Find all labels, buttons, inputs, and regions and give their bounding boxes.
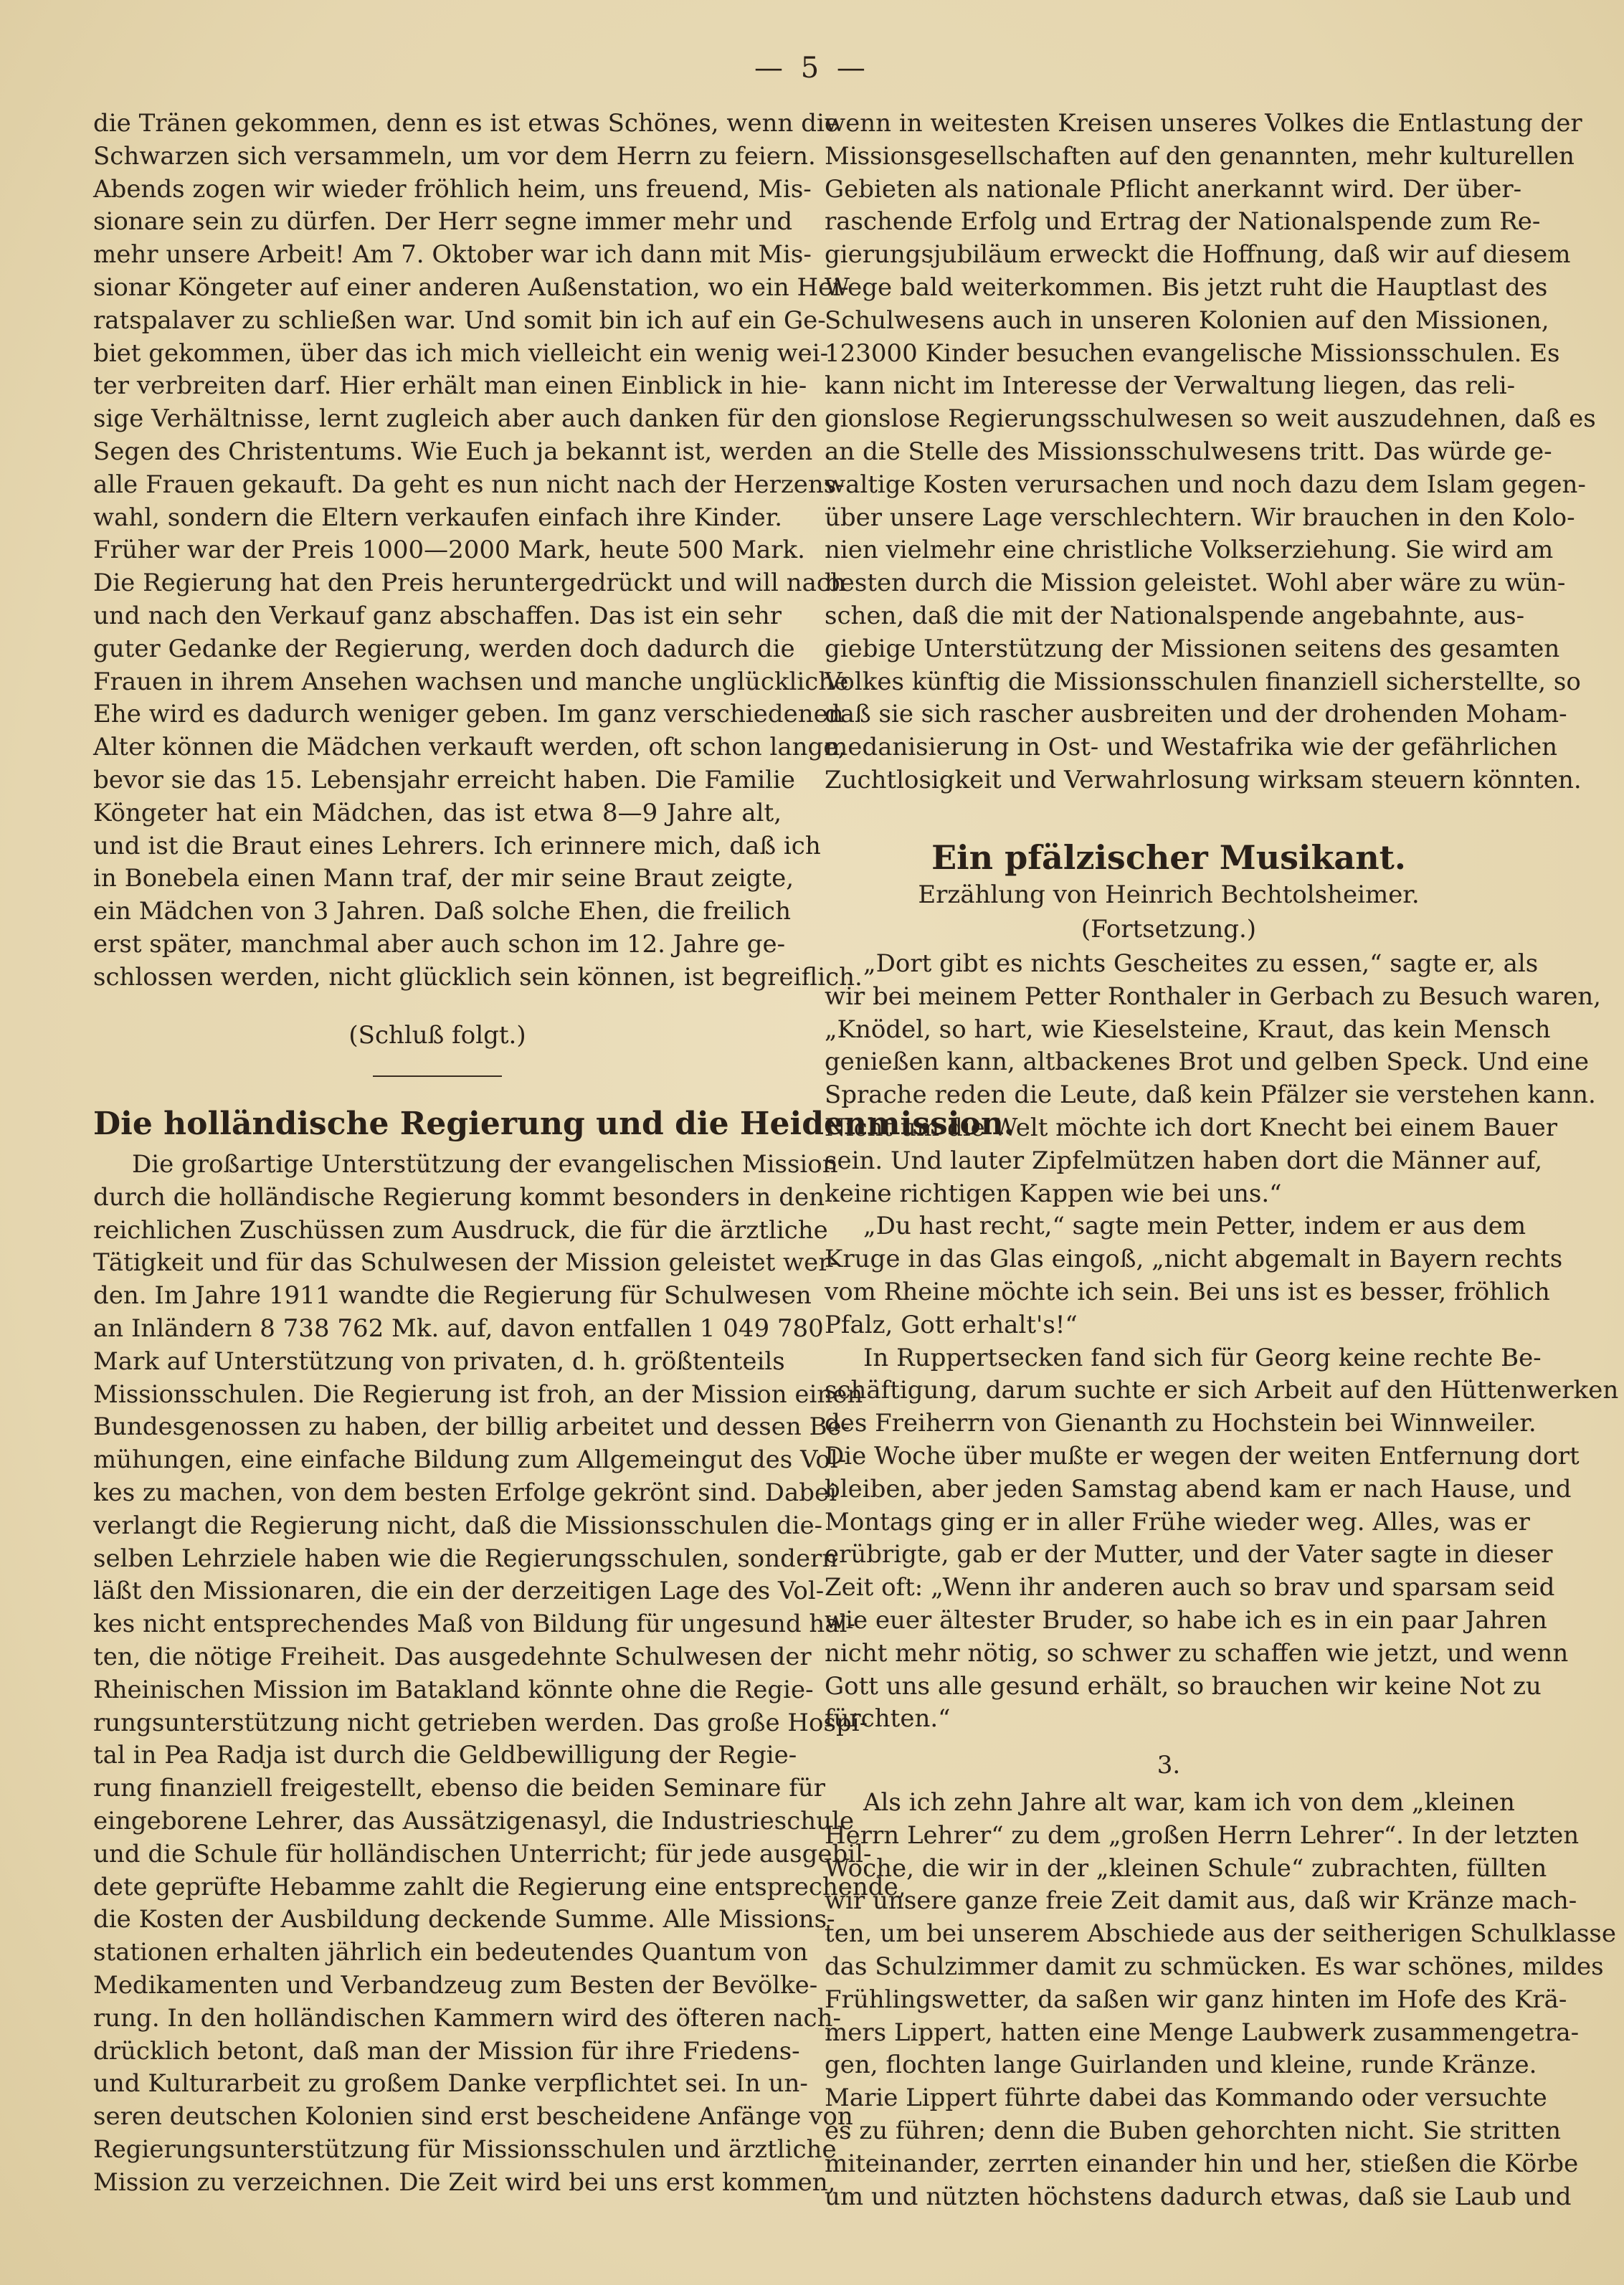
text-line: die Tränen gekommen, denn es ist etwas Schönes, wenn die (93, 109, 840, 138)
text-line: den. Im Jahre 1911 wandte die Regierung für Schulwesen (93, 1281, 812, 1310)
text-line: Missionsschulen. Die Regierung ist froh, an der Mission einen (93, 1380, 863, 1409)
text-line: Alter können die Mädchen verkauft werden, oft schon lange, (93, 733, 846, 761)
text-line: erübrigte, gab er der Mutter, und der Vater sagte in dieser (825, 1540, 1553, 1569)
text-line: waltige Kosten verursachen und noch dazu dem Islam gegen- (825, 470, 1586, 499)
text-line: verlangt die Regierung nicht, daß die Missionsschulen die- (93, 1511, 823, 1540)
text-line: Zeit oft: „Wenn ihr anderen auch so brav und sparsam seid (825, 1573, 1555, 1602)
text-line: erst später, manchmal aber auch schon im 12. Jahre ge- (93, 930, 786, 959)
text-line: gierungsjubiläum erweckt die Hoffnung, daß wir auf diesem (825, 240, 1571, 269)
text-line: keine richtigen Kappen wie bei uns.“ (825, 1179, 1282, 1208)
text-line: genießen kann, altbackenes Brot und gelben Speck. Und eine (825, 1048, 1589, 1076)
text-line: mers Lippert, hatten eine Menge Laubwerk zusammengetra- (825, 2018, 1580, 2047)
text-line: kes nicht entsprechendes Maß von Bildung für ungesund hal- (93, 1610, 855, 1638)
text-line: „Knödel, so hart, wie Kieselsteine, Kraut, das kein Mensch (825, 1015, 1551, 1044)
article-title: Die holländische Regierung und die Heidenmission. (93, 1106, 1015, 1142)
text-line: besten durch die Mission geleistet. Wohl aber wäre zu wün- (825, 569, 1566, 597)
text-line: durch die holländische Regierung kommt besonders in den (93, 1183, 825, 1212)
text-line: Regierungsunterstützung für Missionsschulen und ärztliche (93, 2135, 837, 2164)
text-line: des Freiherrn von Gienanth zu Hochstein bei Winnweiler. (825, 1409, 1537, 1438)
text-line: das Schulzimmer damit zu schmücken. Es war schönes, mildes (825, 1952, 1604, 1981)
text-line: stationen erhalten jährlich ein bedeutendes Quantum von (93, 1938, 808, 1967)
text-line: Die Woche über mußte er wegen der weiten Entfernung dort (825, 1442, 1580, 1471)
text-line: Sprache reden die Leute, daß kein Pfälzer sie verstehen kann. (825, 1080, 1596, 1109)
text-line: Herrn Lehrer“ zu dem „großen Herrn Lehrer“. In der letzten (825, 1821, 1580, 1850)
text-line: die Kosten der Ausbildung deckende Summe. Alle Missions- (93, 1905, 835, 1934)
text-line: Köngeter hat ein Mädchen, das ist etwa 8—9 Jahre alt, (93, 799, 782, 827)
text-line: und die Schule für holländischen Unterricht; für jede ausgebil- (93, 1840, 872, 1868)
text-line: Marie Lippert führte dabei das Kommando oder versuchte (825, 2084, 1547, 2112)
text-line: seren deutschen Kolonien sind erst bescheidene Anfänge von (93, 2102, 853, 2131)
story-title: Ein pfälzischer Musikant. (931, 838, 1406, 877)
text-line: „Du hast recht,“ sagte mein Petter, indem er aus dem (863, 1212, 1526, 1240)
text-line: Woche, die wir in der „kleinen Schule“ zubrachten, füllten (825, 1854, 1547, 1883)
text-line: an Inländern 8 738 762 Mk. auf, davon entfallen 1 049 780 (93, 1314, 824, 1343)
text-line: eingeborene Lehrer, das Aussätzigenasyl, die Industrieschule (93, 1807, 855, 1835)
text-line: tal in Pea Radja ist durch die Geldbewilligung der Regie- (93, 1741, 797, 1769)
text-line: daß sie sich rascher ausbreiten und der drohenden Moham- (825, 700, 1567, 728)
text-line: bleiben, aber jeden Samstag abend kam er nach Hause, und (825, 1475, 1572, 1503)
text-line: nien vielmehr eine christliche Volkserziehung. Sie wird am (825, 536, 1554, 564)
text-line: Früher war der Preis 1000—2000 Mark, heute 500 Mark. (93, 536, 805, 564)
text-line: Pfalz, Gott erhalt's!“ (825, 1311, 1078, 1339)
text-line: Mark auf Unterstützung von privaten, d. h. größtenteils (93, 1347, 785, 1376)
text-line: Kruge in das Glas eingoß, „nicht abgemalt in Bayern rechts (825, 1245, 1563, 1273)
text-line: gionslose Regierungsschulwesen so weit auszudehnen, daß es (825, 404, 1596, 433)
section-divider (373, 1075, 502, 1077)
text-line: dete geprüfte Hebamme zahlt die Regierung eine entsprechende, (93, 1873, 906, 1901)
story-continuation: (Fortsetzung.) (1081, 915, 1257, 944)
text-line: Die Regierung hat den Preis heruntergedrückt und will nach (93, 569, 846, 597)
text-line: Die großartige Unterstützung der evangelischen Mission (132, 1150, 838, 1179)
text-line: Nicht um die Welt möchte ich dort Knecht bei einem Bauer (825, 1113, 1557, 1142)
text-line: es zu führen; denn die Buben gehorchten nicht. Sie stritten (825, 2117, 1562, 2145)
text-line: raschende Erfolg und Ertrag der Nationalspende zum Re- (825, 207, 1541, 236)
text-line: Medikamenten und Verbandzeug zum Besten der Bevölke- (93, 1971, 818, 2000)
text-line: und Kulturarbeit zu großem Danke verpflichtet sei. In un- (93, 2069, 808, 2098)
text-line: wenn in weitesten Kreisen unseres Volkes die Entlastung der (825, 109, 1582, 138)
text-line: wir unsere ganze freie Zeit damit aus, daß wir Kränze mach- (825, 1886, 1577, 1915)
text-line: Gebieten als nationale Pflicht anerkannt wird. Der über- (825, 175, 1522, 204)
text-line: Mission zu verzeichnen. Die Zeit wird bei uns erst kommen, (93, 2168, 836, 2197)
text-line: kes zu machen, von dem besten Erfolge gekrönt sind. Dabei (93, 1478, 837, 1507)
text-line: guter Gedanke der Regierung, werden doch dadurch die (93, 635, 795, 663)
text-line: medanisierung in Ost- und Westafrika wie der gefährlichen (825, 733, 1557, 761)
text-line: ratspalaver zu schließen war. Und somit bin ich auf ein Ge- (93, 306, 826, 335)
text-line: ein Mädchen von 3 Jahren. Daß solche Ehen, die freilich (93, 897, 791, 926)
text-line: Als ich zehn Jahre alt war, kam ich von dem „kleinen (863, 1788, 1515, 1817)
text-line: ten, die nötige Freiheit. Das ausgedehnte Schulwesen der (93, 1643, 812, 1671)
text-line: bevor sie das 15. Lebensjahr erreicht haben. Die Familie (93, 766, 795, 794)
text-line: um und nützten höchstens dadurch etwas, daß sie Laub und (825, 2182, 1572, 2211)
text-line: ten, um bei unserem Abschiede aus der seitherigen Schulklasse (825, 1919, 1616, 1948)
text-line: 123000 Kinder besuchen evangelische Missionsschulen. Es (825, 339, 1560, 368)
text-line: Abends zogen wir wieder fröhlich heim, uns freuend, Mis- (93, 175, 812, 204)
text-line: kann nicht im Interesse der Verwaltung liegen, das reli- (825, 371, 1516, 400)
text-line: Gott uns alle gesund erhält, so brauchen wir keine Not zu (825, 1672, 1542, 1701)
text-line: selben Lehrziele haben wie die Regierungsschulen, sondern (93, 1544, 838, 1573)
text-line: alle Frauen gekauft. Da geht es nun nicht nach der Herzens- (93, 470, 845, 499)
text-line: sionar Köngeter auf einer anderen Außenstation, wo ein Hei- (93, 273, 849, 302)
text-line: schen, daß die mit der Nationalspende angebahnte, aus- (825, 602, 1525, 630)
text-line: sionare sein zu dürfen. Der Herr segne immer mehr und (93, 207, 793, 236)
text-line: mehr unsere Arbeit! Am 7. Oktober war ich dann mit Mis- (93, 240, 812, 269)
text-line: wir bei meinem Petter Ronthaler in Gerbach zu Besuch waren, (825, 982, 1601, 1011)
text-line: in Bonebela einen Mann traf, der mir seine Braut zeigte, (93, 864, 794, 893)
text-line: schlossen werden, nicht glücklich sein können, ist begreiflich. (93, 963, 863, 992)
text-line: gen, flochten lange Guirlanden und kleine, runde Kränze. (825, 2051, 1537, 2079)
page-number: — 5 — (754, 52, 870, 85)
text-line: Tätigkeit und für das Schulwesen der Mission geleistet wer- (93, 1248, 839, 1277)
text-line: sein. Und lauter Zipfelmützen haben dort die Männer auf, (825, 1146, 1543, 1175)
text-line: nicht mehr nötig, so schwer zu schaffen wie jetzt, und wenn (825, 1639, 1569, 1668)
text-line: läßt den Missionaren, die ein der derzeitigen Lage des Vol- (93, 1577, 825, 1605)
text-line: Ehe wird es dadurch weniger geben. Im ganz verschiedenen (93, 700, 844, 728)
text-line: Schwarzen sich versammeln, um vor dem Herrn zu feiern. (93, 142, 816, 171)
text-line: Bundesgenossen zu haben, der billig arbeitet und dessen Be- (93, 1412, 850, 1441)
text-line: Zuchtlosigkeit und Verwahrlosung wirksam steuern könnten. (825, 766, 1582, 794)
text-line: an die Stelle des Missionsschulwesens tritt. Das würde ge- (825, 437, 1552, 466)
text-line: sige Verhältnisse, lernt zugleich aber auch danken für den (93, 404, 817, 433)
text-line: Segen des Christentums. Wie Euch ja bekannt ist, werden (93, 437, 813, 466)
text-line: rung. In den holländischen Kammern wird des öfteren nach- (93, 2004, 841, 2033)
text-line: rung finanziell freigestellt, ebenso die beiden Seminare für (93, 1774, 825, 1802)
text-line: rungsunterstützung nicht getrieben werden. Das große Hospi- (93, 1709, 868, 1737)
text-line: Rheinischen Mission im Batakland könnte ohne die Regie- (93, 1676, 814, 1704)
text-line: über unsere Lage verschlechtern. Wir brauchen in den Kolo- (825, 503, 1575, 532)
text-line: vom Rheine möchte ich sein. Bei uns ist es besser, fröhlich (825, 1278, 1550, 1306)
text-line: wahl, sondern die Eltern verkaufen einfach ihre Kinder. (93, 503, 783, 532)
text-line: biet gekommen, über das ich mich vielleicht ein wenig wei- (93, 339, 829, 368)
text-line: fürchten.“ (825, 1704, 951, 1733)
text-line: Wege bald weiterkommen. Bis jetzt ruht die Hauptlast des (825, 273, 1548, 302)
text-line: Montags ging er in aller Frühe wieder weg. Alles, was er (825, 1508, 1530, 1536)
text-line: Schulwesens auch in unseren Kolonien auf den Missionen, (825, 306, 1549, 335)
section-number: 3. (1157, 1751, 1181, 1780)
text-line: schäftigung, darum suchte er sich Arbeit auf den Hüttenwerken (825, 1376, 1619, 1405)
text-line: wie euer ältester Bruder, so habe ich es in ein paar Jahren (825, 1606, 1547, 1635)
text-line: reichlichen Zuschüssen zum Ausdruck, die für die ärztliche (93, 1216, 828, 1245)
text-line: und ist die Braut eines Lehrers. Ich erinnere mich, daß ich (93, 832, 821, 860)
text-line: und nach den Verkauf ganz abschaffen. Das ist ein sehr (93, 602, 782, 630)
text-line: miteinander, zerrten einander hin und her, stießen die Körbe (825, 2149, 1579, 2178)
text-line: giebige Unterstützung der Missionen seitens des gesamten (825, 635, 1560, 663)
story-byline: Erzählung von Heinrich Bechtolsheimer. (918, 880, 1420, 909)
text-line: mühungen, eine einfache Bildung zum Allgemeingut des Vol- (93, 1445, 847, 1474)
text-line: Volkes künftig die Missionsschulen finanziell sicherstellte, so (825, 668, 1581, 696)
text-line: Missionsgesellschaften auf den genannten, mehr kulturellen (825, 142, 1575, 171)
text-line: „Dort gibt es nichts Gescheites zu essen,“ sagte er, als (863, 949, 1539, 978)
text-line: Frühlingswetter, da saßen wir ganz hinten im Hofe des Krä- (825, 1985, 1567, 2014)
text-line: Frauen in ihrem Ansehen wachsen und manche unglückliche (93, 668, 849, 696)
text-line: In Ruppertsecken fand sich für Georg keine rechte Be- (863, 1344, 1542, 1372)
closing-note: (Schluß folgt.) (348, 1021, 526, 1050)
text-line: ter verbreiten darf. Hier erhält man einen Einblick in hie- (93, 371, 807, 400)
text-line: drücklich betont, daß man der Mission für ihre Friedens- (93, 2037, 800, 2066)
